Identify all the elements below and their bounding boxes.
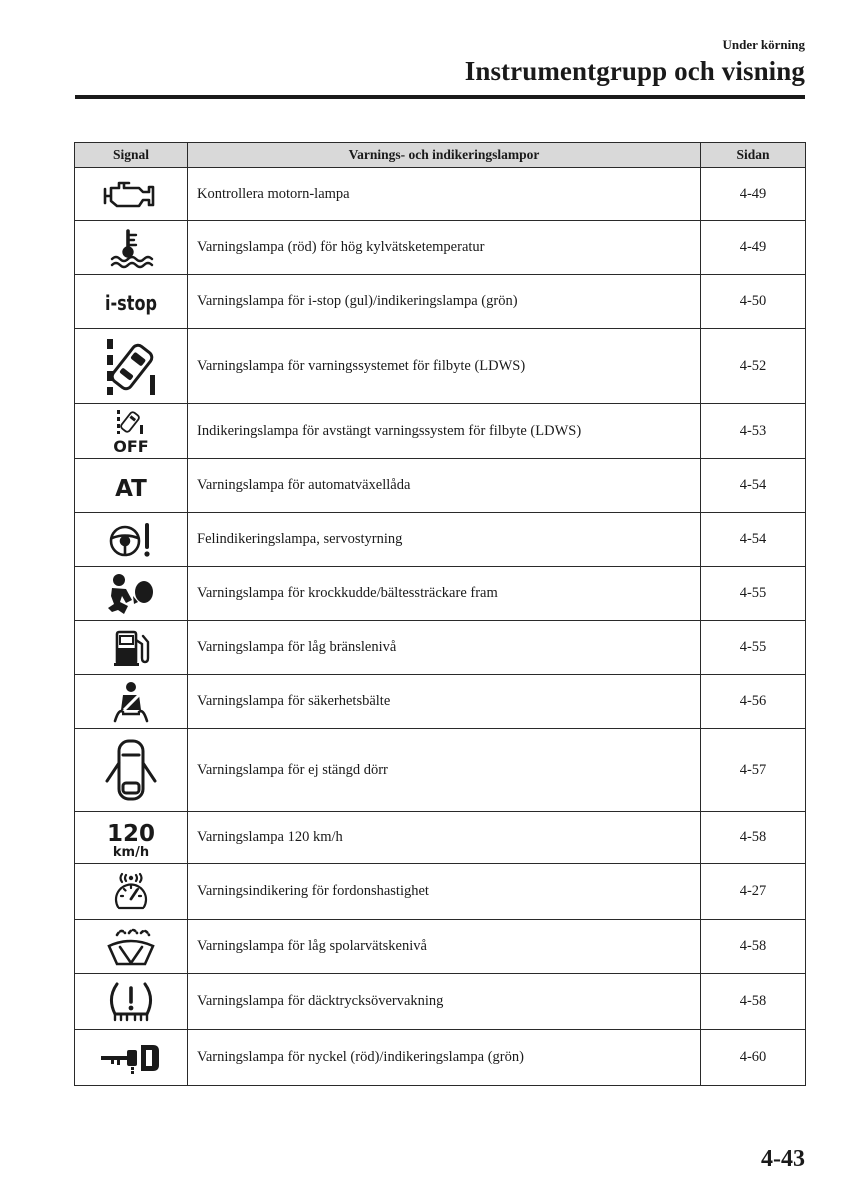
key-icon — [99, 1041, 163, 1075]
column-header-description: Varnings- och indikeringslampor — [188, 143, 701, 168]
warning-lamps-table — [74, 142, 806, 1086]
page-reference: 4-49 — [701, 168, 806, 221]
table-row — [75, 974, 806, 1030]
signal-cell — [75, 404, 188, 459]
signal-cell — [75, 275, 188, 329]
washer-fluid-icon — [105, 926, 157, 968]
svg-text:AT: AT — [115, 475, 147, 502]
lamp-description: Varningslampa för däcktrycksövervakning — [188, 974, 701, 1030]
lane-departure-off-icon — [111, 408, 151, 454]
coolant-temperature-icon — [108, 228, 154, 268]
svg-text:i-stop: i-stop — [105, 290, 157, 315]
signal-cell — [75, 1030, 188, 1086]
title-divider — [75, 95, 805, 99]
page-title: Instrumentgrupp och visning — [464, 56, 805, 86]
page-reference: 4-58 — [701, 920, 806, 974]
page-reference: 4-58 — [701, 974, 806, 1030]
table-row — [75, 812, 806, 864]
lamp-description: Varningslampa för automatväxellåda — [188, 459, 701, 513]
lamp-description: Varningslampa för nyckel (röd)/indikeringslampa (grön) — [188, 1030, 701, 1086]
page-reference: 4-58 — [701, 812, 806, 864]
page-reference: 4-54 — [701, 513, 806, 567]
fuel-pump-icon — [111, 628, 151, 668]
signal-cell — [75, 729, 188, 812]
lamp-description: Varningslampa för säkerhetsbälte — [188, 675, 701, 729]
table-row — [75, 221, 806, 275]
lamp-description: Varningslampa för krockkudde/bältessträckare fram — [188, 567, 701, 621]
signal-cell — [75, 974, 188, 1030]
page-reference: 4-55 — [701, 567, 806, 621]
signal-cell — [75, 920, 188, 974]
svg-text:120: 120 — [106, 820, 156, 847]
signal-cell — [75, 459, 188, 513]
speed-120-icon — [106, 817, 156, 859]
page-reference: 4-60 — [701, 1030, 806, 1086]
table-row — [75, 675, 806, 729]
signal-cell — [75, 168, 188, 221]
lamp-description: Varningslampa (röd) för hög kylvätsketemperatur — [188, 221, 701, 275]
svg-text:OFF: OFF — [113, 437, 149, 456]
table-row — [75, 1030, 806, 1086]
page-reference: 4-56 — [701, 675, 806, 729]
column-header-page: Sidan — [701, 143, 806, 168]
lamp-description: Varningslampa för i-stop (gul)/indikeringslampa (grön) — [188, 275, 701, 329]
lamp-description: Varningslampa för varningssystemet för filbyte (LDWS) — [188, 329, 701, 404]
signal-cell — [75, 621, 188, 675]
column-header-signal: Signal — [75, 143, 188, 168]
section-label: Under körning — [722, 37, 805, 52]
automatic-transmission-icon — [106, 470, 156, 502]
table-header-row — [75, 143, 806, 168]
table-row — [75, 864, 806, 920]
door-open-icon — [101, 737, 161, 803]
lamp-description: Kontrollera motorn-lampa — [188, 168, 701, 221]
table-row — [75, 168, 806, 221]
lamp-description: Indikeringslampa för avstängt varningssystem för filbyte (LDWS) — [188, 404, 701, 459]
tire-pressure-icon — [105, 980, 157, 1024]
signal-cell — [75, 329, 188, 404]
page-reference: 4-57 — [701, 729, 806, 812]
table-row — [75, 404, 806, 459]
seatbelt-icon — [109, 680, 153, 724]
signal-cell — [75, 675, 188, 729]
lamp-description: Varningslampa 120 km/h — [188, 812, 701, 864]
table-row — [75, 567, 806, 621]
page-number: 4-43 — [761, 1146, 805, 1172]
lamp-description: Varningsindikering för fordonshastighet — [188, 864, 701, 920]
table-row — [75, 459, 806, 513]
lamp-description: Varningslampa för låg spolarvätskenivå — [188, 920, 701, 974]
power-steering-icon — [106, 520, 156, 560]
table-row — [75, 621, 806, 675]
table-row — [75, 275, 806, 329]
speed-warning-icon — [111, 872, 151, 912]
page-reference: 4-27 — [701, 864, 806, 920]
page-reference: 4-55 — [701, 621, 806, 675]
page-reference: 4-50 — [701, 275, 806, 329]
i-stop-icon — [101, 286, 161, 318]
table-row — [75, 729, 806, 812]
signal-cell — [75, 812, 188, 864]
signal-cell — [75, 221, 188, 275]
signal-cell — [75, 513, 188, 567]
airbag-icon — [104, 572, 158, 616]
page-reference: 4-54 — [701, 459, 806, 513]
signal-cell — [75, 864, 188, 920]
signal-cell — [75, 567, 188, 621]
table-row — [75, 920, 806, 974]
lamp-description: Felindikeringslampa, servostyrning — [188, 513, 701, 567]
page-reference: 4-49 — [701, 221, 806, 275]
svg-text:km/h: km/h — [112, 844, 150, 860]
lane-departure-icon — [101, 335, 161, 397]
page-reference: 4-52 — [701, 329, 806, 404]
page-reference: 4-53 — [701, 404, 806, 459]
lamp-description: Varningslampa för låg bränslenivå — [188, 621, 701, 675]
check-engine-icon — [103, 177, 159, 211]
lamp-description: Varningslampa för ej stängd dörr — [188, 729, 701, 812]
table-row — [75, 513, 806, 567]
table-row — [75, 329, 806, 404]
